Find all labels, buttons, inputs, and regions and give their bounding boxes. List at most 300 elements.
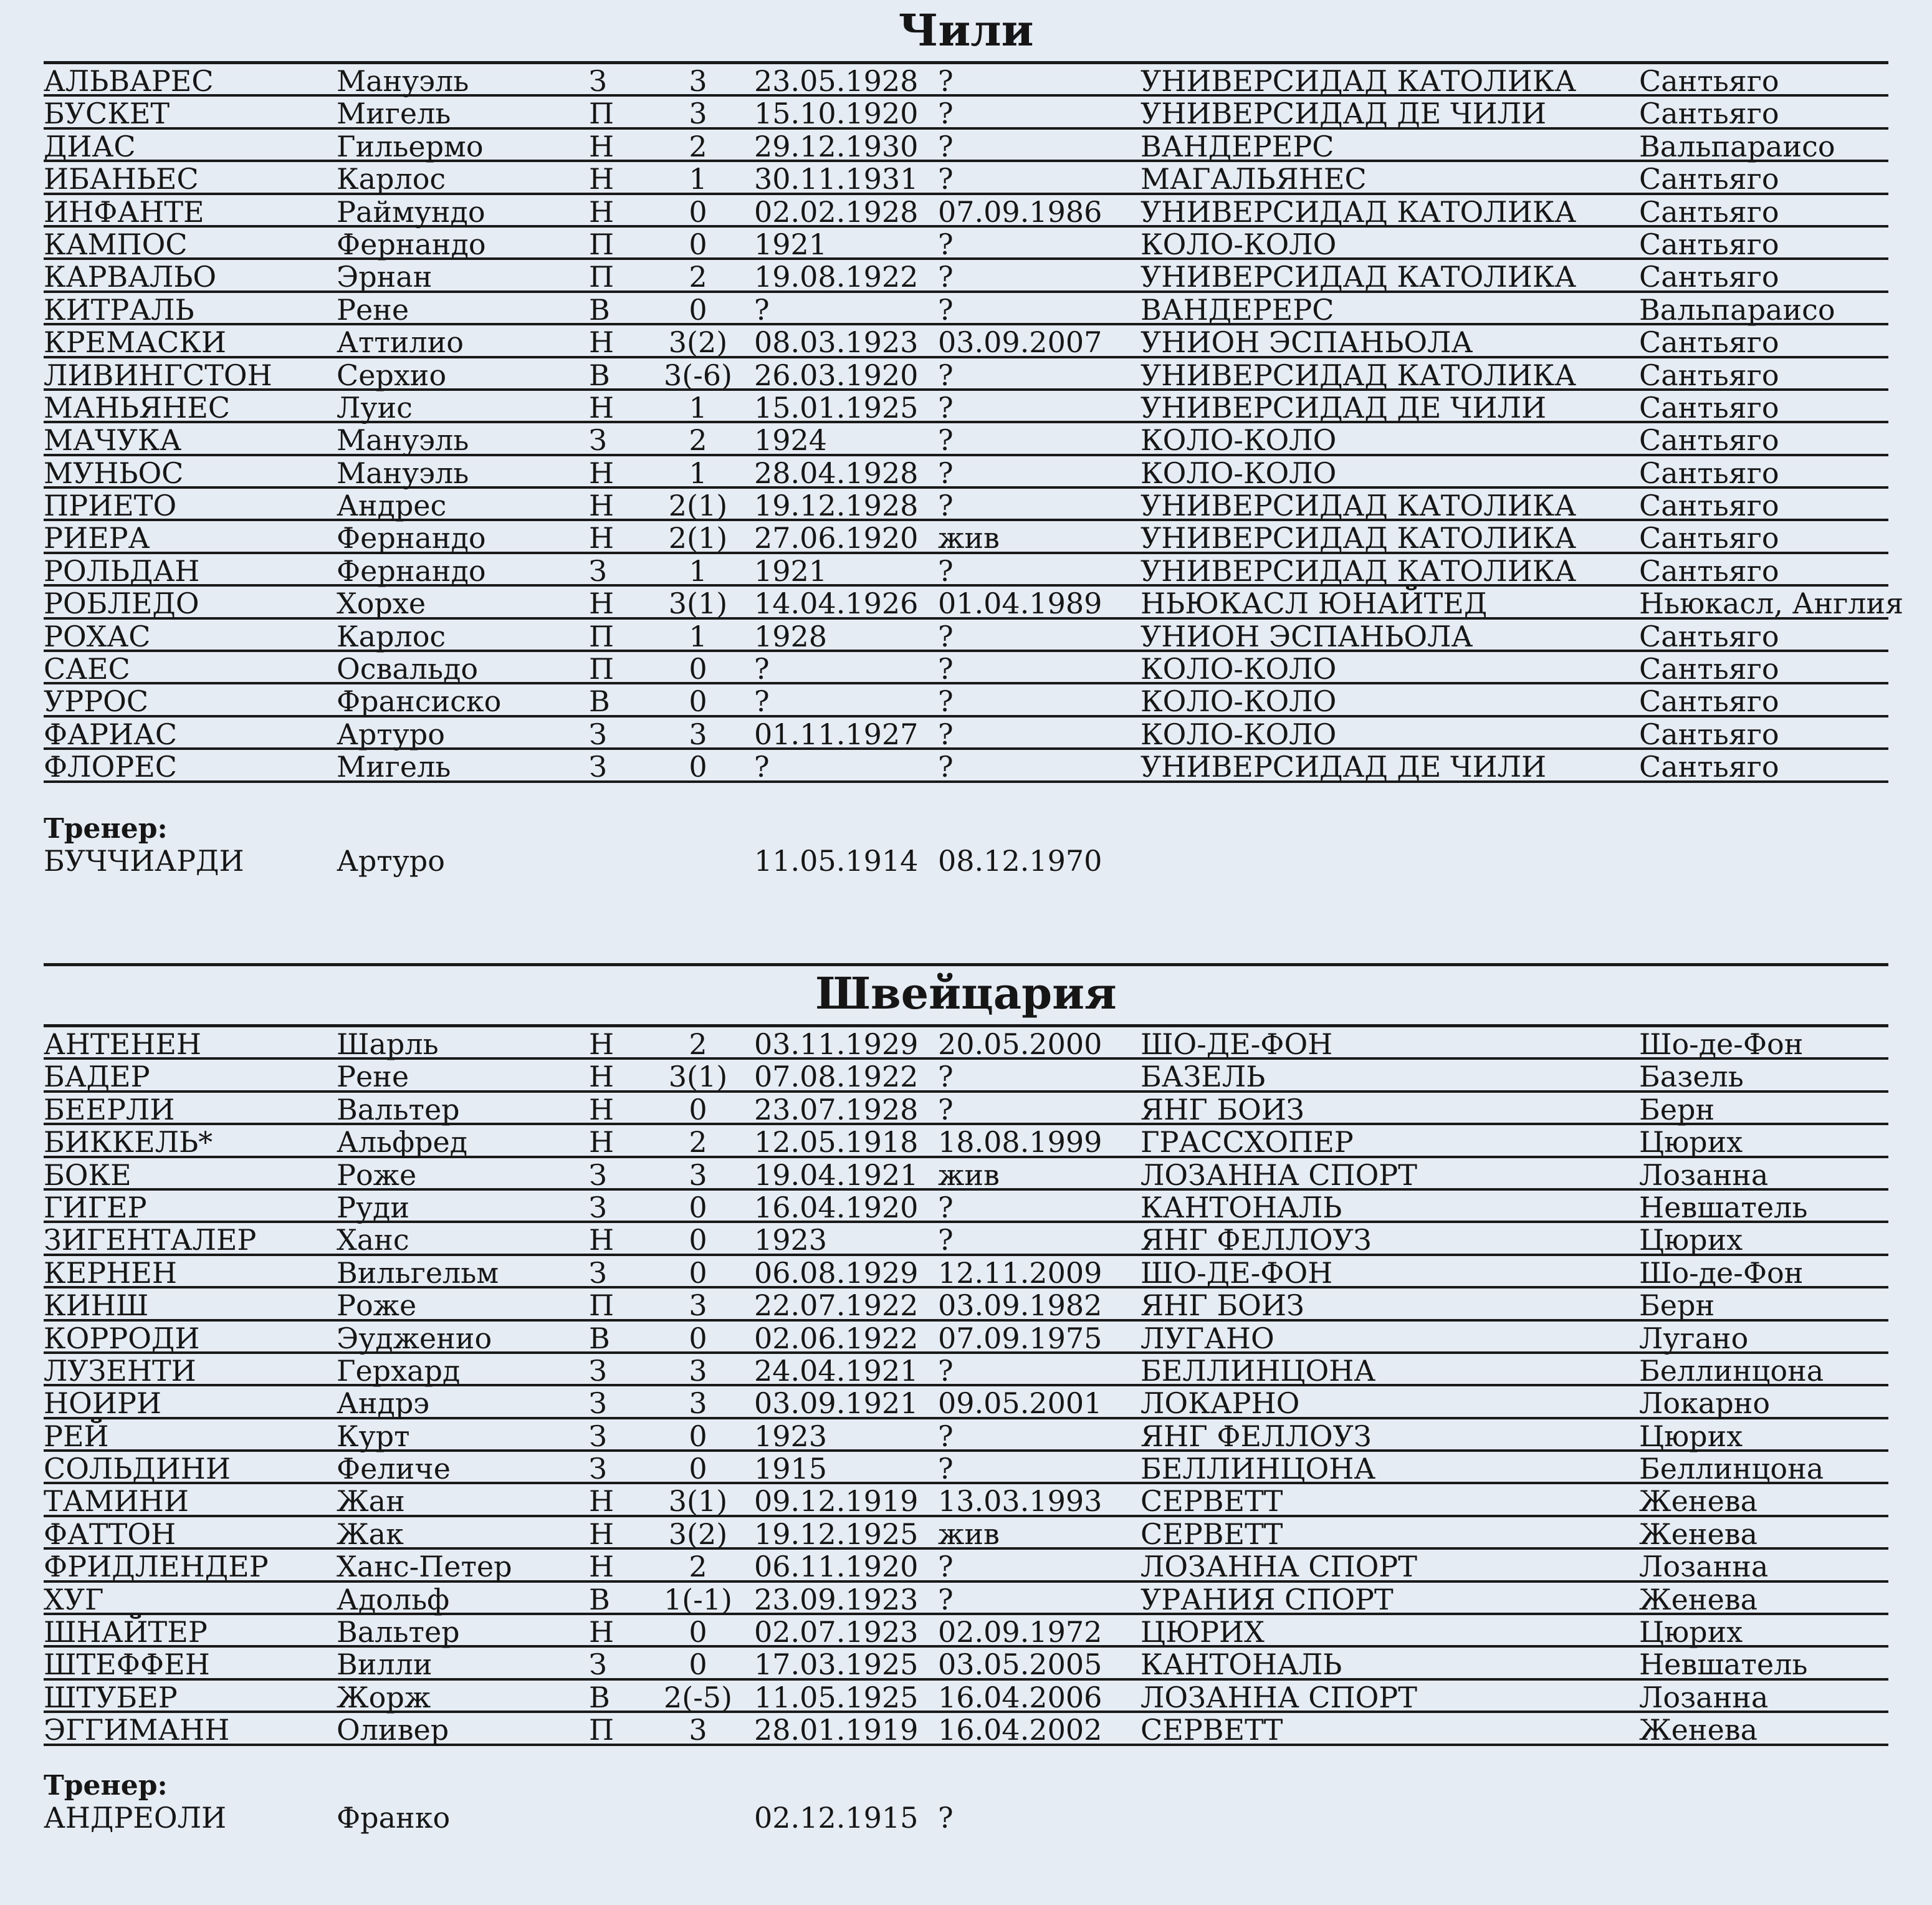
first-name: Курт (337, 1419, 410, 1453)
player-row (44, 456, 1888, 489)
birth-date: 23.05.1928 (754, 64, 919, 98)
first-name: Фернандо (337, 521, 486, 555)
city: Цюрих (1639, 1125, 1743, 1159)
player-row (44, 1027, 1888, 1060)
city: Сантьяго (1639, 456, 1779, 490)
birth-date: ? (754, 750, 770, 784)
caps-goals: 3(2) (668, 325, 728, 360)
last-name: ШТУБЕР (44, 1680, 178, 1714)
death-date: ? (938, 423, 954, 458)
city: Лозанна (1639, 1680, 1769, 1714)
section-title: Швейцария (815, 967, 1117, 1019)
caps-goals: 0 (689, 652, 707, 686)
club: ШО-ДЕ-ФОН (1141, 1027, 1333, 1061)
death-date: 03.09.1982 (938, 1288, 1102, 1323)
first-name: Вальтер (337, 1092, 460, 1126)
death-date: ? (938, 1452, 954, 1486)
death-date: 03.05.2005 (938, 1648, 1102, 1682)
caps-goals: 2(1) (668, 521, 728, 555)
first-name: Эрнан (337, 260, 433, 294)
birth-date: 12.05.1918 (754, 1125, 919, 1159)
player-row (44, 260, 1888, 292)
position: Н (589, 521, 615, 555)
last-name: РОБЛЕДО (44, 587, 199, 621)
city: Сантьяго (1639, 260, 1779, 294)
birth-date: 19.12.1925 (754, 1517, 919, 1551)
birth-date: 1923 (754, 1419, 828, 1453)
coach-first-name: Артуро (337, 843, 445, 878)
first-name: Серхио (337, 358, 447, 392)
first-name: Рене (337, 1060, 409, 1094)
caps-goals: 3 (689, 64, 707, 98)
position: В (589, 358, 610, 392)
first-name: Альфред (337, 1125, 468, 1159)
birth-date: 19.04.1921 (754, 1158, 919, 1192)
city: Сантьяго (1639, 423, 1779, 458)
player-row (44, 325, 1888, 358)
last-name: ФАРИАС (44, 717, 178, 751)
city: Сантьяго (1639, 717, 1779, 751)
position: З (589, 1353, 607, 1388)
club: КОЛО-КОЛО (1141, 717, 1337, 751)
player-row (44, 1550, 1888, 1582)
death-date: ? (938, 227, 954, 261)
last-name: ГИГЕР (44, 1190, 147, 1224)
caps-goals: 0 (689, 1321, 707, 1355)
first-name: Мануэль (337, 423, 469, 458)
first-name: Мигель (337, 750, 451, 784)
last-name: КРЕМАСКИ (44, 325, 226, 360)
caps-goals: 3 (689, 1386, 707, 1421)
club: КОЛО-КОЛО (1141, 684, 1337, 719)
club: УРАНИЯ СПОРТ (1141, 1582, 1394, 1616)
player-row (44, 1093, 1888, 1125)
player-row (44, 717, 1888, 750)
caps-goals: 1 (689, 554, 707, 588)
birth-date: 23.09.1923 (754, 1582, 919, 1616)
first-name: Вильгельм (337, 1255, 499, 1290)
birth-date: 23.07.1928 (754, 1092, 919, 1126)
club: БАЗЕЛЬ (1141, 1060, 1266, 1094)
caps-goals: 2 (689, 423, 707, 458)
city: Вальпараисо (1639, 292, 1835, 327)
last-name: НОИРИ (44, 1386, 162, 1421)
birth-date: ? (754, 684, 770, 719)
caps-goals: 0 (689, 227, 707, 261)
death-date: жив (938, 1517, 1000, 1551)
death-date: ? (938, 1092, 954, 1126)
club: УНИВЕРСИДАД ДЕ ЧИЛИ (1141, 390, 1547, 425)
caps-goals: 3 (689, 1288, 707, 1323)
death-date: ? (938, 554, 954, 588)
death-date: ? (938, 1060, 954, 1094)
position: З (589, 554, 607, 588)
caps-goals: 0 (689, 292, 707, 327)
club: ЛОЗАННА СПОРТ (1141, 1680, 1417, 1714)
first-name: Оливер (337, 1713, 449, 1747)
city: Локарно (1639, 1386, 1771, 1421)
birth-date: 16.04.1920 (754, 1190, 919, 1224)
death-date: ? (938, 1353, 954, 1388)
coach-died: 08.12.1970 (938, 843, 1102, 878)
first-name: Хорхе (337, 587, 426, 621)
city: Берн (1639, 1288, 1715, 1323)
first-name: Роже (337, 1158, 417, 1192)
city: Шо-де-Фон (1639, 1255, 1804, 1290)
birth-date: 02.07.1923 (754, 1615, 919, 1649)
club: УНИВЕРСИДАД КАТОЛИКА (1141, 194, 1577, 229)
position: П (589, 619, 615, 653)
first-name: Фернандо (337, 227, 486, 261)
player-row (44, 1484, 1888, 1517)
position: В (589, 292, 610, 327)
last-name: ШТЕФФЕН (44, 1648, 210, 1682)
death-date: ? (938, 619, 954, 653)
city: Шо-де-Фон (1639, 1027, 1804, 1061)
player-row (44, 620, 1888, 652)
caps-goals: 2 (689, 1027, 707, 1061)
club: ЯНГ ФЕЛЛОУЗ (1141, 1419, 1372, 1453)
death-date: ? (938, 358, 954, 392)
section-title: Чили (898, 4, 1034, 56)
position: Н (589, 1223, 615, 1257)
last-name: ПРИЕТО (44, 489, 177, 523)
city: Лугано (1639, 1321, 1749, 1355)
player-row (44, 1419, 1888, 1452)
death-date: ? (938, 64, 954, 98)
first-name: Андрэ (337, 1386, 430, 1421)
birth-date: 1928 (754, 619, 828, 653)
death-date: жив (938, 521, 1000, 555)
last-name: ИБАНЬЕС (44, 162, 199, 196)
last-name: ЛУЗЕНТИ (44, 1353, 196, 1388)
player-row (44, 97, 1888, 129)
city: Сантьяго (1639, 325, 1779, 360)
birth-date: 09.12.1919 (754, 1484, 919, 1519)
caps-goals: 0 (689, 1419, 707, 1453)
city: Невшатель (1639, 1648, 1808, 1682)
city: Беллинцона (1639, 1353, 1824, 1388)
player-row (44, 489, 1888, 521)
birth-date: 03.11.1929 (754, 1027, 919, 1061)
player-row (44, 1452, 1888, 1484)
caps-goals: 1 (689, 162, 707, 196)
death-date: ? (938, 162, 954, 196)
position: Н (589, 194, 615, 229)
birth-date: 14.04.1926 (754, 587, 919, 621)
birth-date: 19.12.1928 (754, 489, 919, 523)
club: ВАНДЕРЕРС (1141, 129, 1334, 163)
position: З (589, 1255, 607, 1290)
city: Женева (1639, 1582, 1758, 1616)
birth-date: 01.11.1927 (754, 717, 919, 751)
coach-row (44, 1801, 1888, 1838)
death-date: ? (938, 1550, 954, 1584)
player-row (44, 750, 1888, 782)
last-name: АНТЕНЕН (44, 1027, 202, 1061)
caps-goals: 2 (689, 1125, 707, 1159)
last-name: ДИАС (44, 129, 136, 163)
caps-goals: 2(1) (668, 489, 728, 523)
death-date: 18.08.1999 (938, 1125, 1102, 1159)
last-name: ЗИГЕНТАЛЕР (44, 1223, 257, 1257)
death-date: жив (938, 1158, 1000, 1192)
coach-born: 11.05.1914 (754, 843, 919, 878)
club: ЛОЗАННА СПОРТ (1141, 1550, 1417, 1584)
city: Женева (1639, 1517, 1758, 1551)
birth-date: 28.01.1919 (754, 1713, 919, 1747)
first-name: Раймундо (337, 194, 485, 229)
first-name: Карлос (337, 162, 446, 196)
position: Н (589, 489, 615, 523)
birth-date: 03.09.1921 (754, 1386, 919, 1421)
club: ЛУГАНО (1141, 1321, 1274, 1355)
city: Сантьяго (1639, 64, 1779, 98)
death-date: ? (938, 456, 954, 490)
first-name: Луис (337, 390, 413, 425)
caps-goals: 0 (689, 1648, 707, 1682)
first-name: Эудженио (337, 1321, 492, 1355)
city: Сантьяго (1639, 227, 1779, 261)
switzerland-section (44, 963, 1888, 1838)
first-name: Мигель (337, 97, 451, 131)
birth-date: 15.01.1925 (754, 390, 919, 425)
club: КОЛО-КОЛО (1141, 652, 1337, 686)
last-name: БИККЕЛЬ* (44, 1125, 213, 1159)
player-row (44, 228, 1888, 260)
last-name: САЕС (44, 652, 130, 686)
birth-date: 11.05.1925 (754, 1680, 919, 1714)
first-name: Герхард (337, 1353, 461, 1388)
last-name: СОЛЬДИНИ (44, 1452, 231, 1486)
position: В (589, 1321, 610, 1355)
birth-date: 1924 (754, 423, 828, 458)
death-date: 03.09.2007 (938, 325, 1102, 360)
club: КОЛО-КОЛО (1141, 423, 1337, 458)
coach-label: Тренер: (44, 1769, 168, 1802)
birth-date: 17.03.1925 (754, 1648, 919, 1682)
last-name: ИНФАНТЕ (44, 194, 204, 229)
player-row (44, 1223, 1888, 1255)
city: Лозанна (1639, 1158, 1769, 1192)
first-name: Руди (337, 1190, 409, 1224)
player-row (44, 1322, 1888, 1354)
position: Н (589, 1517, 615, 1551)
player-row (44, 684, 1888, 717)
city: Цюрих (1639, 1419, 1743, 1453)
caps-goals: 3(1) (668, 587, 728, 621)
first-name: Вальтер (337, 1615, 460, 1649)
caps-goals: 0 (689, 1223, 707, 1257)
player-row (44, 195, 1888, 228)
caps-goals: 2 (689, 1550, 707, 1584)
last-name: МАЧУКА (44, 423, 182, 458)
death-date: 20.05.2000 (938, 1027, 1102, 1061)
caps-goals: 0 (689, 194, 707, 229)
player-row (44, 1158, 1888, 1191)
death-date: 16.04.2006 (938, 1680, 1102, 1714)
club: ГРАССХОПЕР (1141, 1125, 1354, 1159)
caps-goals: 3(2) (668, 1517, 728, 1551)
player-row (44, 64, 1888, 97)
death-date: ? (938, 489, 954, 523)
player-row (44, 521, 1888, 554)
death-date: ? (938, 717, 954, 751)
club: НЬЮКАСЛ ЮНАЙТЕД (1141, 587, 1488, 621)
club: УНИВЕРСИДАД КАТОЛИКА (1141, 260, 1577, 294)
birth-date: ? (754, 652, 770, 686)
player-row (44, 423, 1888, 456)
club: ЯНГ ФЕЛЛОУЗ (1141, 1223, 1372, 1257)
birth-date: 29.12.1930 (754, 129, 919, 163)
caps-goals: 2(-5) (664, 1680, 732, 1714)
city: Сантьяго (1639, 684, 1779, 719)
death-date: 07.09.1986 (938, 194, 1102, 229)
death-date: 02.09.1972 (938, 1615, 1102, 1649)
birth-date: 1923 (754, 1223, 828, 1257)
position: Н (589, 390, 615, 425)
city: Беллинцона (1639, 1452, 1824, 1486)
death-date: ? (938, 390, 954, 425)
death-date: ? (938, 1223, 954, 1257)
last-name: КЕРНЕН (44, 1255, 177, 1290)
last-name: МАНЬЯНЕС (44, 390, 231, 425)
last-name: АЛЬВАРЕС (44, 64, 214, 98)
city: Сантьяго (1639, 554, 1779, 588)
last-name: ФЛОРЕС (44, 750, 178, 784)
city: Ньюкасл, Англия (1639, 587, 1904, 621)
club: ВАНДЕРЕРС (1141, 292, 1334, 327)
city: Цюрих (1639, 1615, 1743, 1649)
position: З (589, 717, 607, 751)
birth-date: 24.04.1921 (754, 1353, 919, 1388)
city: Сантьяго (1639, 489, 1779, 523)
death-date: ? (938, 292, 954, 327)
birth-date: 15.10.1920 (754, 97, 919, 131)
death-date: ? (938, 750, 954, 784)
coach-label: Тренер: (44, 812, 168, 845)
city: Женева (1639, 1713, 1758, 1747)
city: Сантьяго (1639, 97, 1779, 131)
city: Невшатель (1639, 1190, 1808, 1224)
last-name: ФРИДЛЕНДЕР (44, 1550, 269, 1584)
city: Сантьяго (1639, 750, 1779, 784)
club: ЛОКАРНО (1141, 1386, 1300, 1421)
birth-date: ? (754, 292, 770, 327)
player-row (44, 1615, 1888, 1648)
player-row (44, 1583, 1888, 1615)
caps-goals: 0 (689, 1255, 707, 1290)
caps-goals: 0 (689, 684, 707, 719)
club: УНИОН ЭСПАНЬОЛА (1141, 325, 1473, 360)
caps-goals: 3 (689, 97, 707, 131)
position: З (589, 1158, 607, 1192)
position: З (589, 1419, 607, 1453)
chile-section (44, 0, 1904, 881)
death-date: ? (938, 652, 954, 686)
position: Н (589, 325, 615, 360)
caps-goals: 0 (689, 1615, 707, 1649)
birth-date: 07.08.1922 (754, 1060, 919, 1094)
last-name: БЕЕРЛИ (44, 1092, 175, 1126)
city: Женева (1639, 1484, 1758, 1519)
first-name: Гильермо (337, 129, 484, 163)
first-name: Андрес (337, 489, 447, 523)
first-name: Мануэль (337, 456, 469, 490)
first-name: Мануэль (337, 64, 469, 98)
roster-table (44, 64, 1904, 784)
death-date: ? (938, 1190, 954, 1224)
club: УНИОН ЭСПАНЬОЛА (1141, 619, 1473, 653)
last-name: РИЕРА (44, 521, 150, 555)
death-date: 07.09.1975 (938, 1321, 1102, 1355)
last-name: БОКЕ (44, 1158, 132, 1192)
first-name: Рене (337, 292, 409, 327)
position: В (589, 1582, 610, 1616)
first-name: Ханс-Петер (337, 1550, 512, 1584)
death-date: 01.04.1989 (938, 587, 1102, 621)
player-row (44, 1517, 1888, 1550)
caps-goals: 2 (689, 260, 707, 294)
first-name: Аттилио (337, 325, 464, 360)
club: ЦЮРИХ (1141, 1615, 1265, 1649)
last-name: РОЛЬДАН (44, 554, 200, 588)
last-name: КОРРОДИ (44, 1321, 200, 1355)
city: Базель (1639, 1060, 1744, 1094)
birth-date: 30.11.1931 (754, 162, 919, 196)
player-row (44, 1191, 1888, 1223)
position: З (589, 1648, 607, 1682)
position: Н (589, 1484, 615, 1519)
birth-date: 08.03.1923 (754, 325, 919, 360)
death-date: ? (938, 260, 954, 294)
player-row (44, 1288, 1888, 1321)
city: Сантьяго (1639, 194, 1779, 229)
club: УНИВЕРСИДАД КАТОЛИКА (1141, 489, 1577, 523)
player-row (44, 391, 1888, 423)
club: МАГАЛЬЯНЕС (1141, 162, 1367, 196)
city: Лозанна (1639, 1550, 1769, 1584)
club: УНИВЕРСИДАД КАТОЛИКА (1141, 358, 1577, 392)
position: Н (589, 1615, 615, 1649)
position: З (589, 1452, 607, 1486)
club: ЯНГ БОИЗ (1141, 1288, 1304, 1323)
position: В (589, 1680, 610, 1714)
last-name: ЛИВИНГСТОН (44, 358, 272, 392)
first-name: Феличе (337, 1452, 451, 1486)
club: КАНТОНАЛЬ (1141, 1648, 1342, 1682)
caps-goals: 3 (689, 1158, 707, 1192)
last-name: КИНШ (44, 1288, 149, 1323)
last-name: КАМПОС (44, 227, 188, 261)
player-row (44, 554, 1888, 587)
player-row (44, 1125, 1888, 1158)
club: БЕЛЛИНЦОНА (1141, 1452, 1376, 1486)
city: Сантьяго (1639, 390, 1779, 425)
city: Сантьяго (1639, 652, 1779, 686)
position: Н (589, 1550, 615, 1584)
position: Н (589, 129, 615, 163)
club: УНИВЕРСИДАД КАТОЛИКА (1141, 554, 1577, 588)
position: З (589, 750, 607, 784)
position: З (589, 1190, 607, 1224)
caps-goals: 1 (689, 619, 707, 653)
player-row (44, 1713, 1888, 1745)
first-name: Роже (337, 1288, 417, 1323)
last-name: РОХАС (44, 619, 151, 653)
club: СЕРВЕТТ (1141, 1517, 1283, 1551)
club: КОЛО-КОЛО (1141, 456, 1337, 490)
